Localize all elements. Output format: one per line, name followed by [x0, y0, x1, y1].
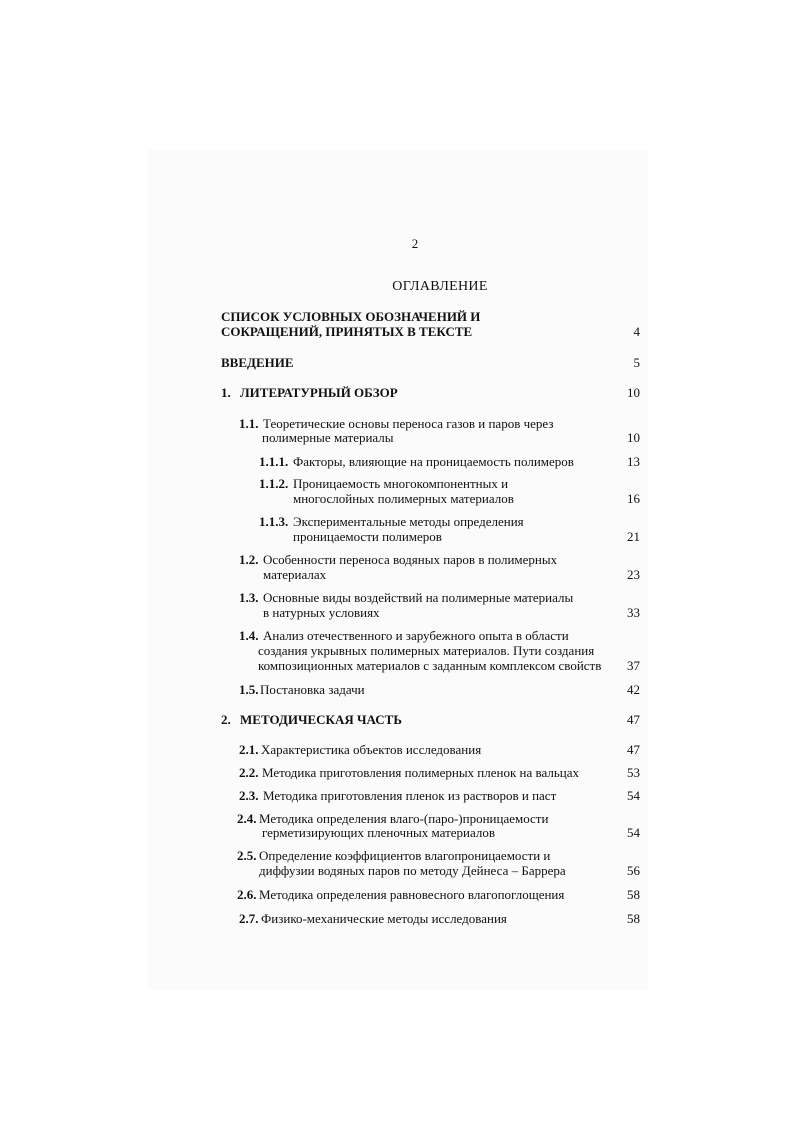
entry-line: диффузии водяных паров по методу Дейнеса – Баррера	[259, 863, 566, 878]
entry-page-number: 53	[627, 765, 640, 780]
entry-line: Методика определения равновесного влагопоглощения	[259, 887, 565, 902]
entry-page-number: 58	[627, 887, 640, 902]
entry-page-number: 47	[627, 712, 640, 727]
entry-line: многослойных полимерных материалов	[293, 491, 514, 506]
entry-line: проницаемости полимеров	[293, 529, 442, 544]
entry-line: композиционных материалов с заданным комплексом свойств	[258, 658, 602, 673]
entry-number: 2.5.	[237, 848, 257, 863]
entry-number: 2.1.	[239, 742, 259, 757]
entry-line: Методика определения влаго-(паро-)проницаемости	[259, 811, 549, 826]
entry-line: Экспериментальные методы определения	[293, 514, 524, 529]
entry-number: 1.1.	[239, 416, 259, 431]
toc-title: ОГЛАВЛЕНИЕ	[392, 279, 488, 294]
entry-line: СОКРАЩЕНИЙ, ПРИНЯТЫХ В ТЕКСТЕ	[221, 324, 473, 339]
entry-number: 2.	[221, 712, 231, 727]
entry-line: материалах	[263, 567, 327, 582]
entry-line: Физико-механические методы исследования	[261, 911, 507, 926]
entry-page-number: 10	[627, 430, 640, 445]
entry-number: 2.3.	[239, 788, 259, 803]
entry-page-number: 21	[627, 529, 640, 544]
entry-page-number: 56	[627, 863, 640, 878]
entry-page-number: 37	[627, 658, 640, 673]
entry-number: 1.1.1.	[259, 454, 289, 469]
entry-line: Анализ отечественного и зарубежного опыта в области	[263, 628, 569, 643]
entry-page-number: 47	[627, 742, 640, 757]
entry-number: 1.1.2.	[259, 476, 289, 491]
entry-line: СПИСОК УСЛОВНЫХ ОБОЗНАЧЕНИЙ И	[221, 309, 481, 324]
entry-line: Особенности переноса водяных паров в полимерных	[263, 552, 558, 567]
entry-line: Теоретические основы переноса газов и паров через	[263, 416, 554, 431]
page-number: 2	[411, 236, 419, 251]
entry-number: 2.6.	[237, 887, 257, 902]
entry-line: ЛИТЕРАТУРНЫЙ ОБЗОР	[240, 385, 398, 400]
entry-line: Факторы, влияющие на проницаемость полимеров	[293, 454, 574, 469]
entry-page-number: 23	[627, 567, 640, 582]
entry-page-number: 10	[627, 385, 640, 400]
entry-line: Постановка задачи	[260, 682, 365, 697]
entry-line: Определение коэффициентов влагопроницаемости и	[259, 848, 551, 863]
entry-page-number: 58	[627, 911, 640, 926]
entry-page-number: 5	[633, 355, 640, 370]
entry-number: 1.5.	[239, 682, 259, 697]
entry-page-number: 33	[627, 605, 640, 620]
entry-page-number: 54	[627, 825, 640, 840]
entry-number: 2.2.	[239, 765, 259, 780]
entry-line: Основные виды воздействий на полимерные материалы	[263, 590, 574, 605]
entry-number: 1.	[221, 385, 231, 400]
entry-number: 2.7.	[239, 911, 259, 926]
entry-page-number: 13	[627, 454, 640, 469]
entry-page-number: 4	[633, 324, 640, 339]
entry-line: Характеристика объектов исследования	[261, 742, 482, 757]
entry-line: Методика приготовления пленок из растворов и паст	[263, 788, 557, 803]
entry-line: Методика приготовления полимерных пленок на вальцах	[262, 765, 580, 780]
entry-page-number: 42	[627, 682, 640, 697]
entry-number: 1.1.3.	[259, 514, 289, 529]
entry-line: МЕТОДИЧЕСКАЯ ЧАСТЬ	[240, 712, 402, 727]
entry-line: Проницаемость многокомпонентных и	[293, 476, 509, 491]
entry-page-number: 16	[627, 491, 640, 506]
entry-number: 1.3.	[239, 590, 259, 605]
entry-line: создания укрывных полимерных материалов. Пути создания	[258, 643, 595, 658]
entry-line: полимерные материалы	[262, 430, 394, 445]
entry-number: 2.4.	[237, 811, 257, 826]
entry-line: герметизирующих пленочных материалов	[262, 825, 496, 840]
entry-page-number: 54	[627, 788, 640, 803]
entry-number: 1.4.	[239, 628, 259, 643]
entry-line: в натурных условиях	[263, 605, 380, 620]
entry-number: 1.2.	[239, 552, 259, 567]
entry-line: ВВЕДЕНИЕ	[221, 355, 294, 370]
